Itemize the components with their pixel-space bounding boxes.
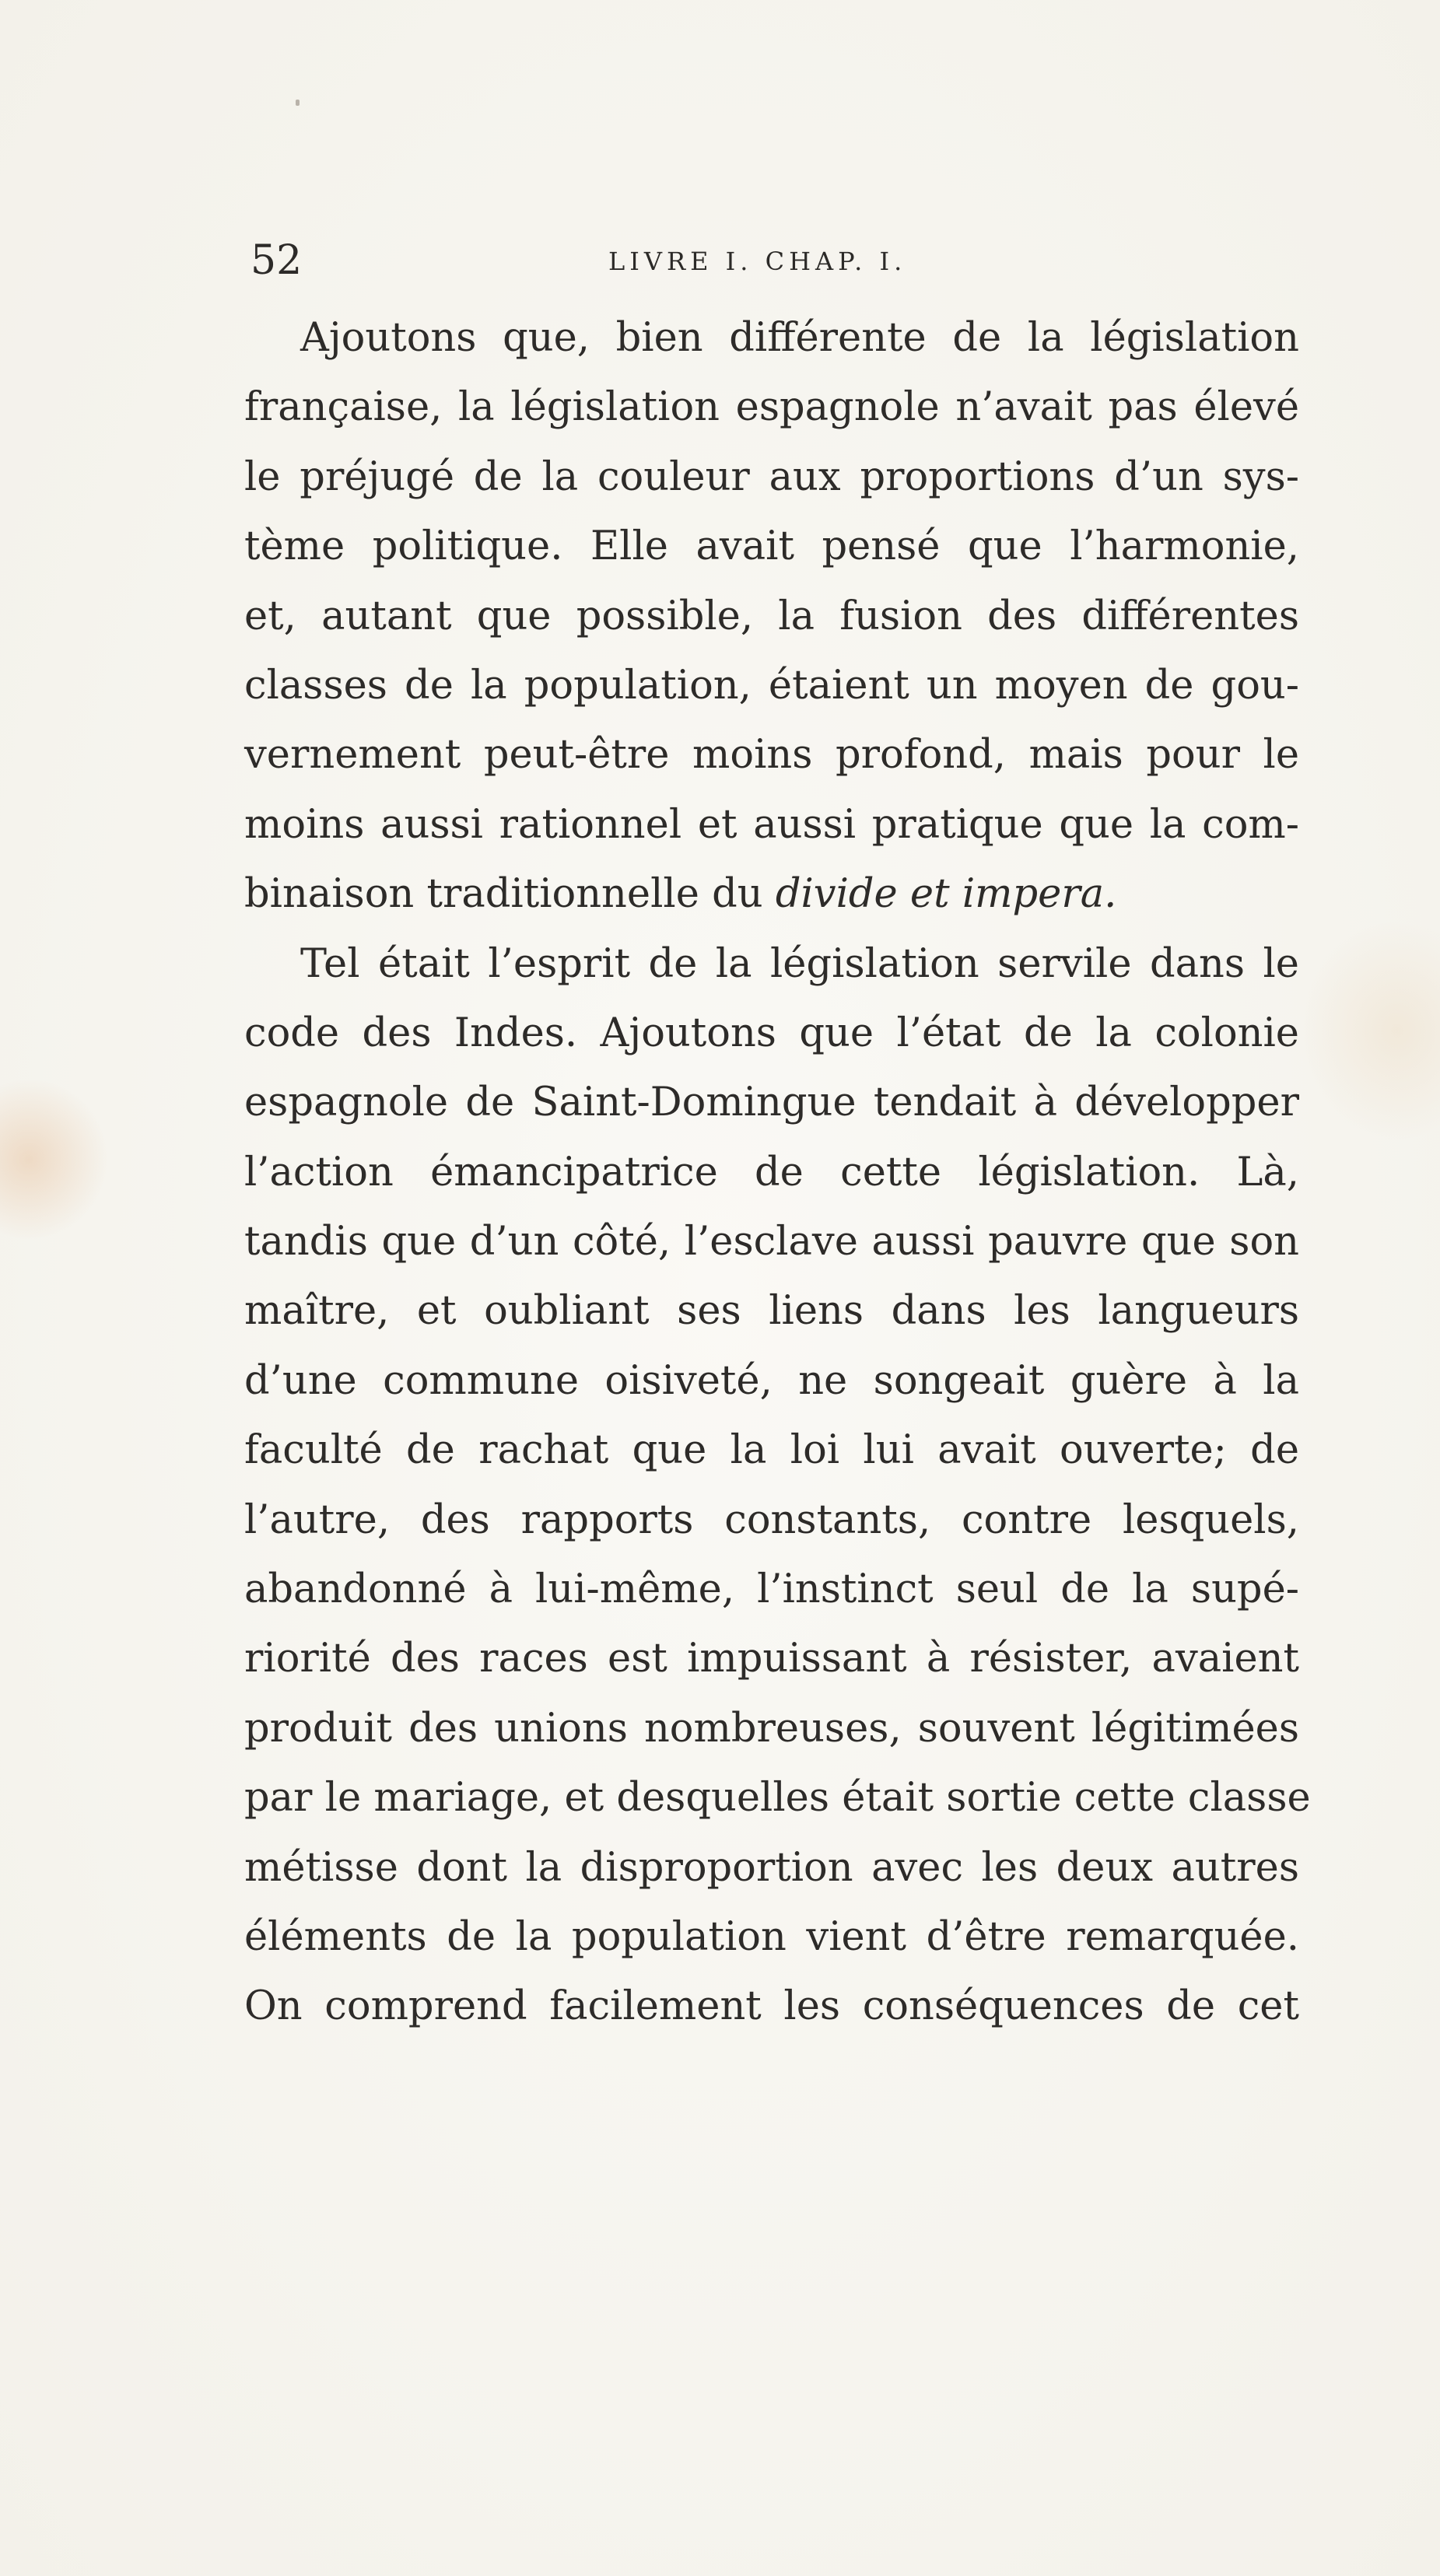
latin-phrase: divide et impera.: [775, 871, 1117, 918]
text-line: tandis que d’un côté, l’esclave aussi pauvre que son: [244, 1219, 1299, 1265]
text-line: produit des unions nombreuses, souvent légitimées: [244, 1705, 1299, 1752]
text-line: l’autre, des rapports constants, contre lesquels,: [244, 1496, 1299, 1543]
body-text: [244, 303, 1311, 2042]
text-line: éléments de la population vient d’être remarquée.: [244, 1913, 1299, 1960]
text-line: le préjugé de la couleur aux proportions d’un sys-: [244, 453, 1299, 500]
text-line: code des Indes. Ajoutons que l’état de la colonie: [244, 1010, 1299, 1056]
text-line: maître, et oubliant ses liens dans les langueurs: [244, 1288, 1299, 1335]
text-line: espagnole de Saint-Domingue tendait à développer: [244, 1080, 1299, 1126]
text-line: riorité des races est impuissant à résister, avaient: [244, 1636, 1299, 1682]
text-line: Tel était l’esprit de la législation servile dans le: [300, 940, 1299, 987]
text-fragment: binaison traditionnelle du: [244, 871, 776, 918]
page-header: [251, 233, 1301, 288]
paper-speck: [296, 100, 300, 106]
text-line: faculté de rachat que la loi lui avait ouverte; de: [244, 1427, 1299, 1474]
running-head: LIVRE I. CHAP. I.: [608, 247, 907, 276]
text-line: par le mariage, et desquelles était sortie cette classe: [244, 1775, 1311, 1822]
text-line: moins aussi rationnel et aussi pratique que la com-: [244, 801, 1299, 848]
text-line: tème politique. Elle avait pensé que l’harmonie,: [244, 523, 1299, 570]
text-line: classes de la population, étaient un moyen de gou-: [244, 662, 1299, 709]
text-line: abandonné à lui-même, l’instinct seul de la supé-: [244, 1566, 1299, 1613]
page-number: 52: [251, 237, 303, 284]
paragraph-last-line: [244, 859, 1299, 929]
text-line: vernement peut-être moins profond, mais pour le: [244, 732, 1299, 779]
text-line: française, la législation espagnole n’avait pas élevé: [244, 384, 1299, 431]
text-line: Ajoutons que, bien différente de la législation: [300, 315, 1299, 361]
text-line: d’une commune oisiveté, ne songeait guère à la: [244, 1357, 1299, 1404]
text-line: métisse dont la disproportion avec les deux autres: [244, 1844, 1299, 1891]
text-line: et, autant que possible, la fusion des différentes: [244, 593, 1299, 639]
text-line: l’action émancipatrice de cette législation. Là,: [244, 1149, 1299, 1195]
text-line: On comprend facilement les conséquences de cet: [244, 1983, 1299, 2030]
